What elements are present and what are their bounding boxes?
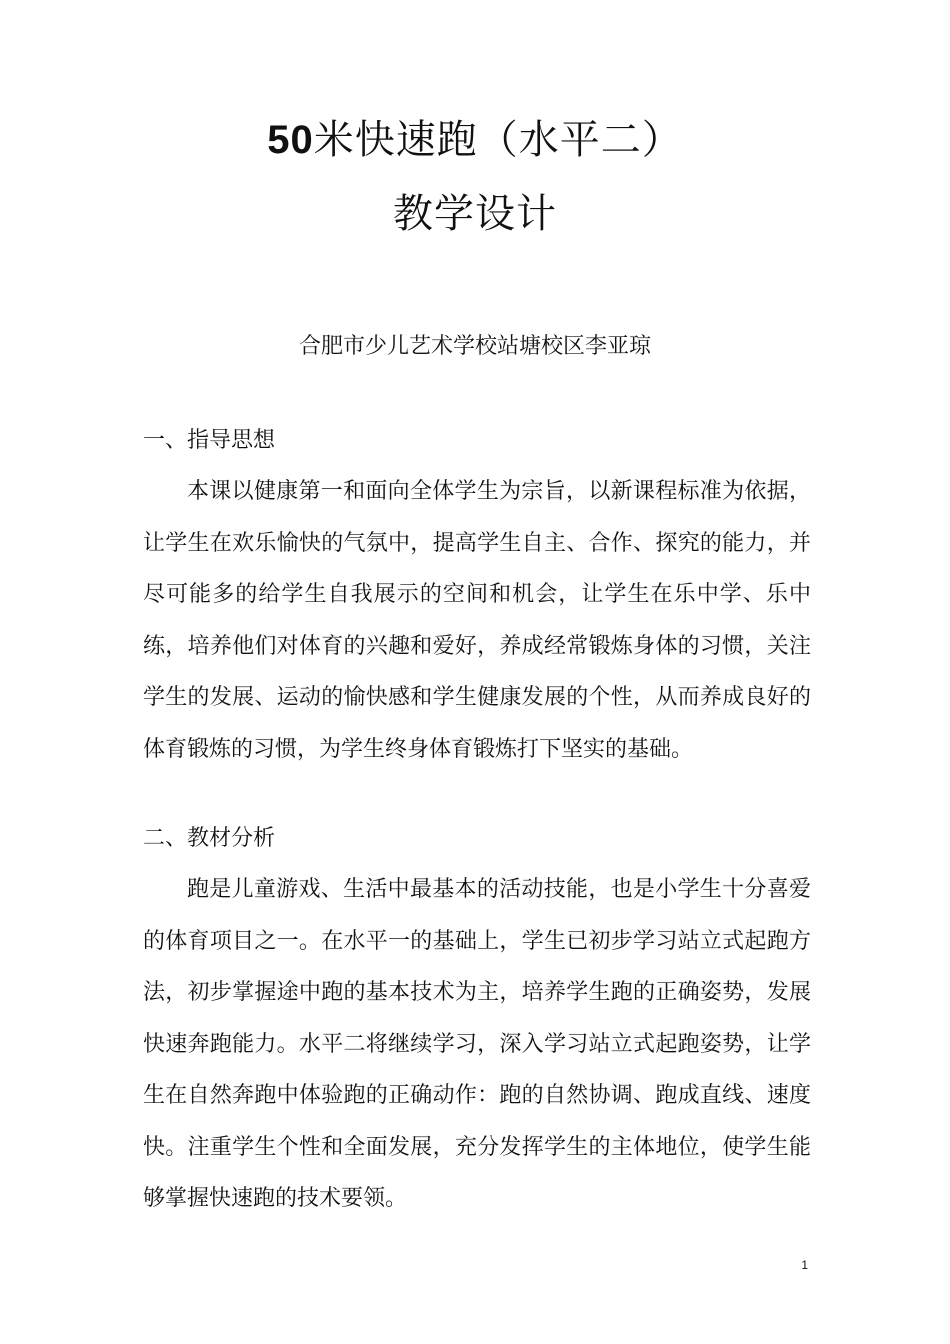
- section-heading-material-analysis: 二、教材分析: [143, 826, 276, 851]
- page-number: 1: [801, 1258, 808, 1272]
- section-paragraph-material-analysis: 跑是儿童游戏、生活中最基本的活动技能，也是小学生十分喜爱的体育项目之一。在水平一的基础上，学生已初步学习站立式起跑方法，初步掌握途中跑的基本技术为主，培养学生跑的正确姿势，发展快速奔跑能力。水平二将继续学习，深入学习站立式起跑姿势，让学生在自然奔跑中体验跑的正确动作：跑的自然协调、跑成直线、速度快。注重学生个性和全面发展，充分发挥学生的主体地位，使学生能够掌握快速跑的技术要领。: [143, 877, 811, 1211]
- author-line: 合肥市少儿艺术学校站塘校区李亚琼: [298, 334, 651, 359]
- document-title-line-2: 教学设计: [393, 191, 557, 237]
- title-number: 50: [267, 118, 314, 162]
- title-text: 米快速跑（水平二）: [313, 117, 683, 163]
- section-paragraph-guiding-ideology: 本课以健康第一和面向全体学生为宗旨，以新课程标准为依据，让学生在欢乐愉快的气氛中，提高学生自主、合作、探究的能力，并尽可能多的给学生自我展示的空间和机会，让学生在乐中学、乐中练，培养他们对体育的兴趣和爱好，养成经常锻炼身体的习惯，关注学生的发展、运动的愉快感和学生健康发展的个性，从而养成良好的体育锻炼的习惯，为学生终身体育锻炼打下坚实的基础。: [143, 479, 811, 762]
- document-title-line-1: [0, 114, 950, 166]
- section-heading-guiding-ideology: 一、指导思想: [143, 428, 276, 453]
